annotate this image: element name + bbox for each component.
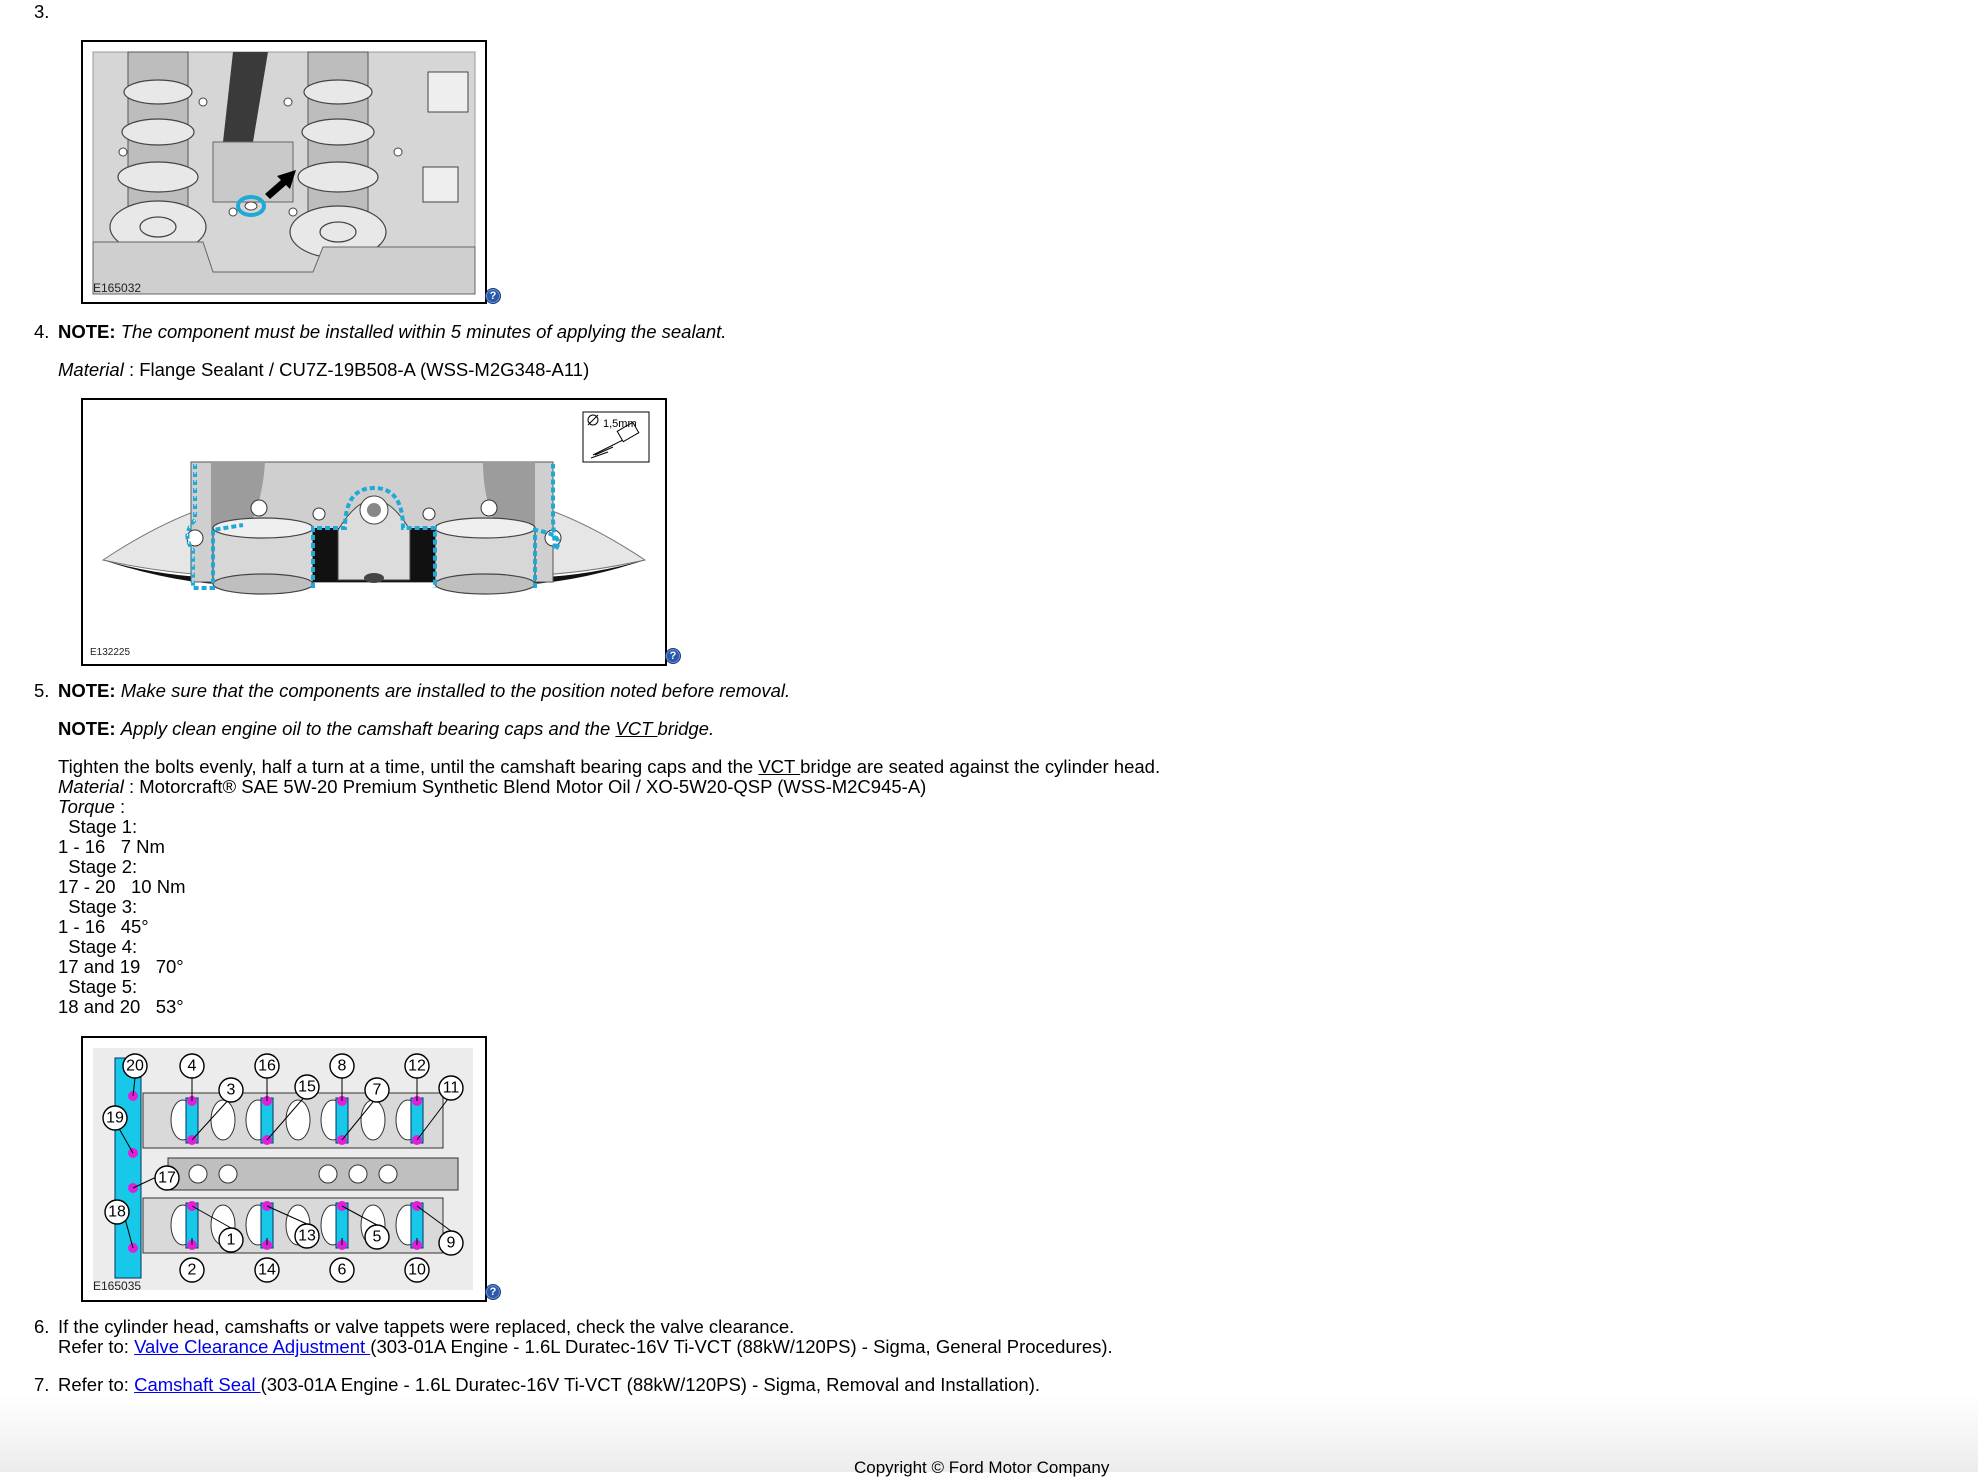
svg-text:20: 20 [126,1057,144,1075]
torque-line: Stage 5: [58,976,138,997]
svg-text:1: 1 [226,1231,236,1249]
svg-text:16: 16 [258,1057,276,1075]
refer-label: Refer to: [58,1374,135,1395]
note-label: NOTE: [58,321,116,342]
material-line [58,777,926,797]
refer-line [58,1337,1113,1357]
refer-line [58,1375,1040,1395]
svg-text:9: 9 [446,1234,456,1252]
note-text-pre: Apply clean engine oil to the camshaft bearing caps and the [120,718,616,739]
copyright-text: Copyright © Ford Motor Company [854,1458,1110,1477]
step-number: 4. [34,321,50,342]
note-1 [58,681,790,701]
tighten-text-post: bridge are seated against the cylinder head. [800,756,1161,777]
torque-line: 1 - 16 7 Nm [58,836,165,857]
svg-text:15: 15 [298,1078,316,1096]
step-number: 6. [34,1316,50,1337]
material-label: Material [58,359,124,380]
step-number: 7. [34,1374,50,1395]
material-text: : Motorcraft® SAE 5W-20 Premium Synthetic Blend Motor Oil / XO-5W20-QSP (WSS-M2C945-A) [123,776,927,797]
bolt-callout-10 [405,1258,429,1282]
vct-abbreviation[interactable]: VCT [758,756,801,777]
help-icon[interactable]: ? [485,288,501,304]
sealant-bead-illustration [83,400,665,664]
svg-text:11: 11 [442,1079,460,1097]
torque-line: Stage 4: [58,936,138,957]
torque-header [58,797,125,817]
note-label: NOTE: [58,718,116,739]
bolt-callout-9 [439,1231,463,1255]
tighten-instruction [58,757,1160,777]
figure-camshaft-seal [81,40,487,304]
note-text: The component must be installed within 5 minutes of applying the sealant. [120,321,727,342]
bolt-callout-18 [105,1200,129,1224]
svg-text:7: 7 [372,1081,382,1099]
bolt-callout-19 [103,1106,127,1130]
torque-line: Stage 2: [58,856,138,877]
bolt-callout-2 [180,1258,204,1282]
svg-text:2: 2 [187,1261,197,1279]
svg-text:5: 5 [372,1228,382,1246]
note-text-post: bridge. [657,718,715,739]
vct-abbreviation[interactable]: VCT [615,718,658,739]
note-label: NOTE: [58,680,116,701]
svg-text:17: 17 [158,1169,176,1187]
figure-id: E165032 [93,281,142,295]
svg-text:12: 12 [408,1057,426,1075]
torque-suffix: : [114,796,126,817]
material-text: : Flange Sealant / CU7Z-19B508-A (WSS-M2G348-A11) [123,359,590,380]
torque-line: Stage 3: [58,896,138,917]
svg-text:13: 13 [298,1227,316,1245]
bolt-callout-20 [123,1054,147,1078]
figure-id: E132225 [90,647,131,658]
bolt-callout-14 [255,1258,279,1282]
svg-text:4: 4 [187,1057,197,1075]
note [58,322,726,342]
figure-id: E165035 [93,1279,142,1293]
svg-text:3: 3 [226,1081,236,1099]
help-icon[interactable]: ? [665,648,681,664]
bolt-callout-4 [180,1054,204,1078]
tighten-text-pre: Tighten the bolts evenly, half a turn at a time, until the camshaft bearing caps and the [58,756,759,777]
torque-line: 1 - 16 45° [58,916,149,937]
material-line [58,360,589,380]
camshaft-seal-illustration [83,42,485,302]
step-number: 5. [34,680,50,701]
figure-bolt-sequence [81,1036,487,1302]
bolt-callout-17 [155,1166,179,1190]
bolt-callout-13 [295,1224,319,1248]
svg-text:14: 14 [258,1261,276,1279]
bolt-callout-15 [295,1075,319,1099]
bolt-callout-7 [365,1078,389,1102]
svg-text:18: 18 [108,1203,126,1221]
bolt-sequence-illustration [83,1038,485,1300]
svg-text:19: 19 [106,1109,124,1127]
bead-size-label: 1,5mm [603,418,637,430]
figure-sealant-application [81,398,667,666]
bolt-callout-1 [219,1228,243,1252]
torque-label: Torque [58,796,115,817]
bolt-callout-3 [219,1078,243,1102]
svg-text:10: 10 [408,1261,426,1279]
step-text: If the cylinder head, camshafts or valve tappets were replaced, check the valve clearance. [58,1316,795,1337]
bolt-callout-6 [330,1258,354,1282]
svg-text:8: 8 [337,1057,347,1075]
bolt-callout-12 [405,1054,429,1078]
refer-suffix: (303-01A Engine - 1.6L Duratec-16V Ti-VCT (88kW/120PS) - Sigma, Removal and Installation). [260,1374,1040,1395]
torque-line: Stage 1: [58,816,138,837]
refer-label: Refer to: [58,1336,135,1357]
bolt-callout-5 [365,1225,389,1249]
step-number: 3. [34,1,50,22]
refer-suffix: (303-01A Engine - 1.6L Duratec-16V Ti-VCT (88kW/120PS) - Sigma, General Procedures). [370,1336,1113,1357]
material-label: Material [58,776,124,797]
note-text: Make sure that the components are installed to the position noted before removal. [120,680,791,701]
svg-text:6: 6 [337,1261,347,1279]
note-2 [58,719,714,739]
bolt-callout-8 [330,1054,354,1078]
bolt-callout-16 [255,1054,279,1078]
valve-clearance-adjustment-link[interactable]: Valve Clearance Adjustment [134,1336,371,1357]
torque-line: 17 and 19 70° [58,956,184,977]
torque-line: 17 - 20 10 Nm [58,876,186,897]
bolt-callout-11 [439,1076,463,1100]
camshaft-seal-link[interactable]: Camshaft Seal [134,1374,261,1395]
torque-line: 18 and 20 53° [58,996,184,1017]
help-icon[interactable]: ? [485,1284,501,1300]
